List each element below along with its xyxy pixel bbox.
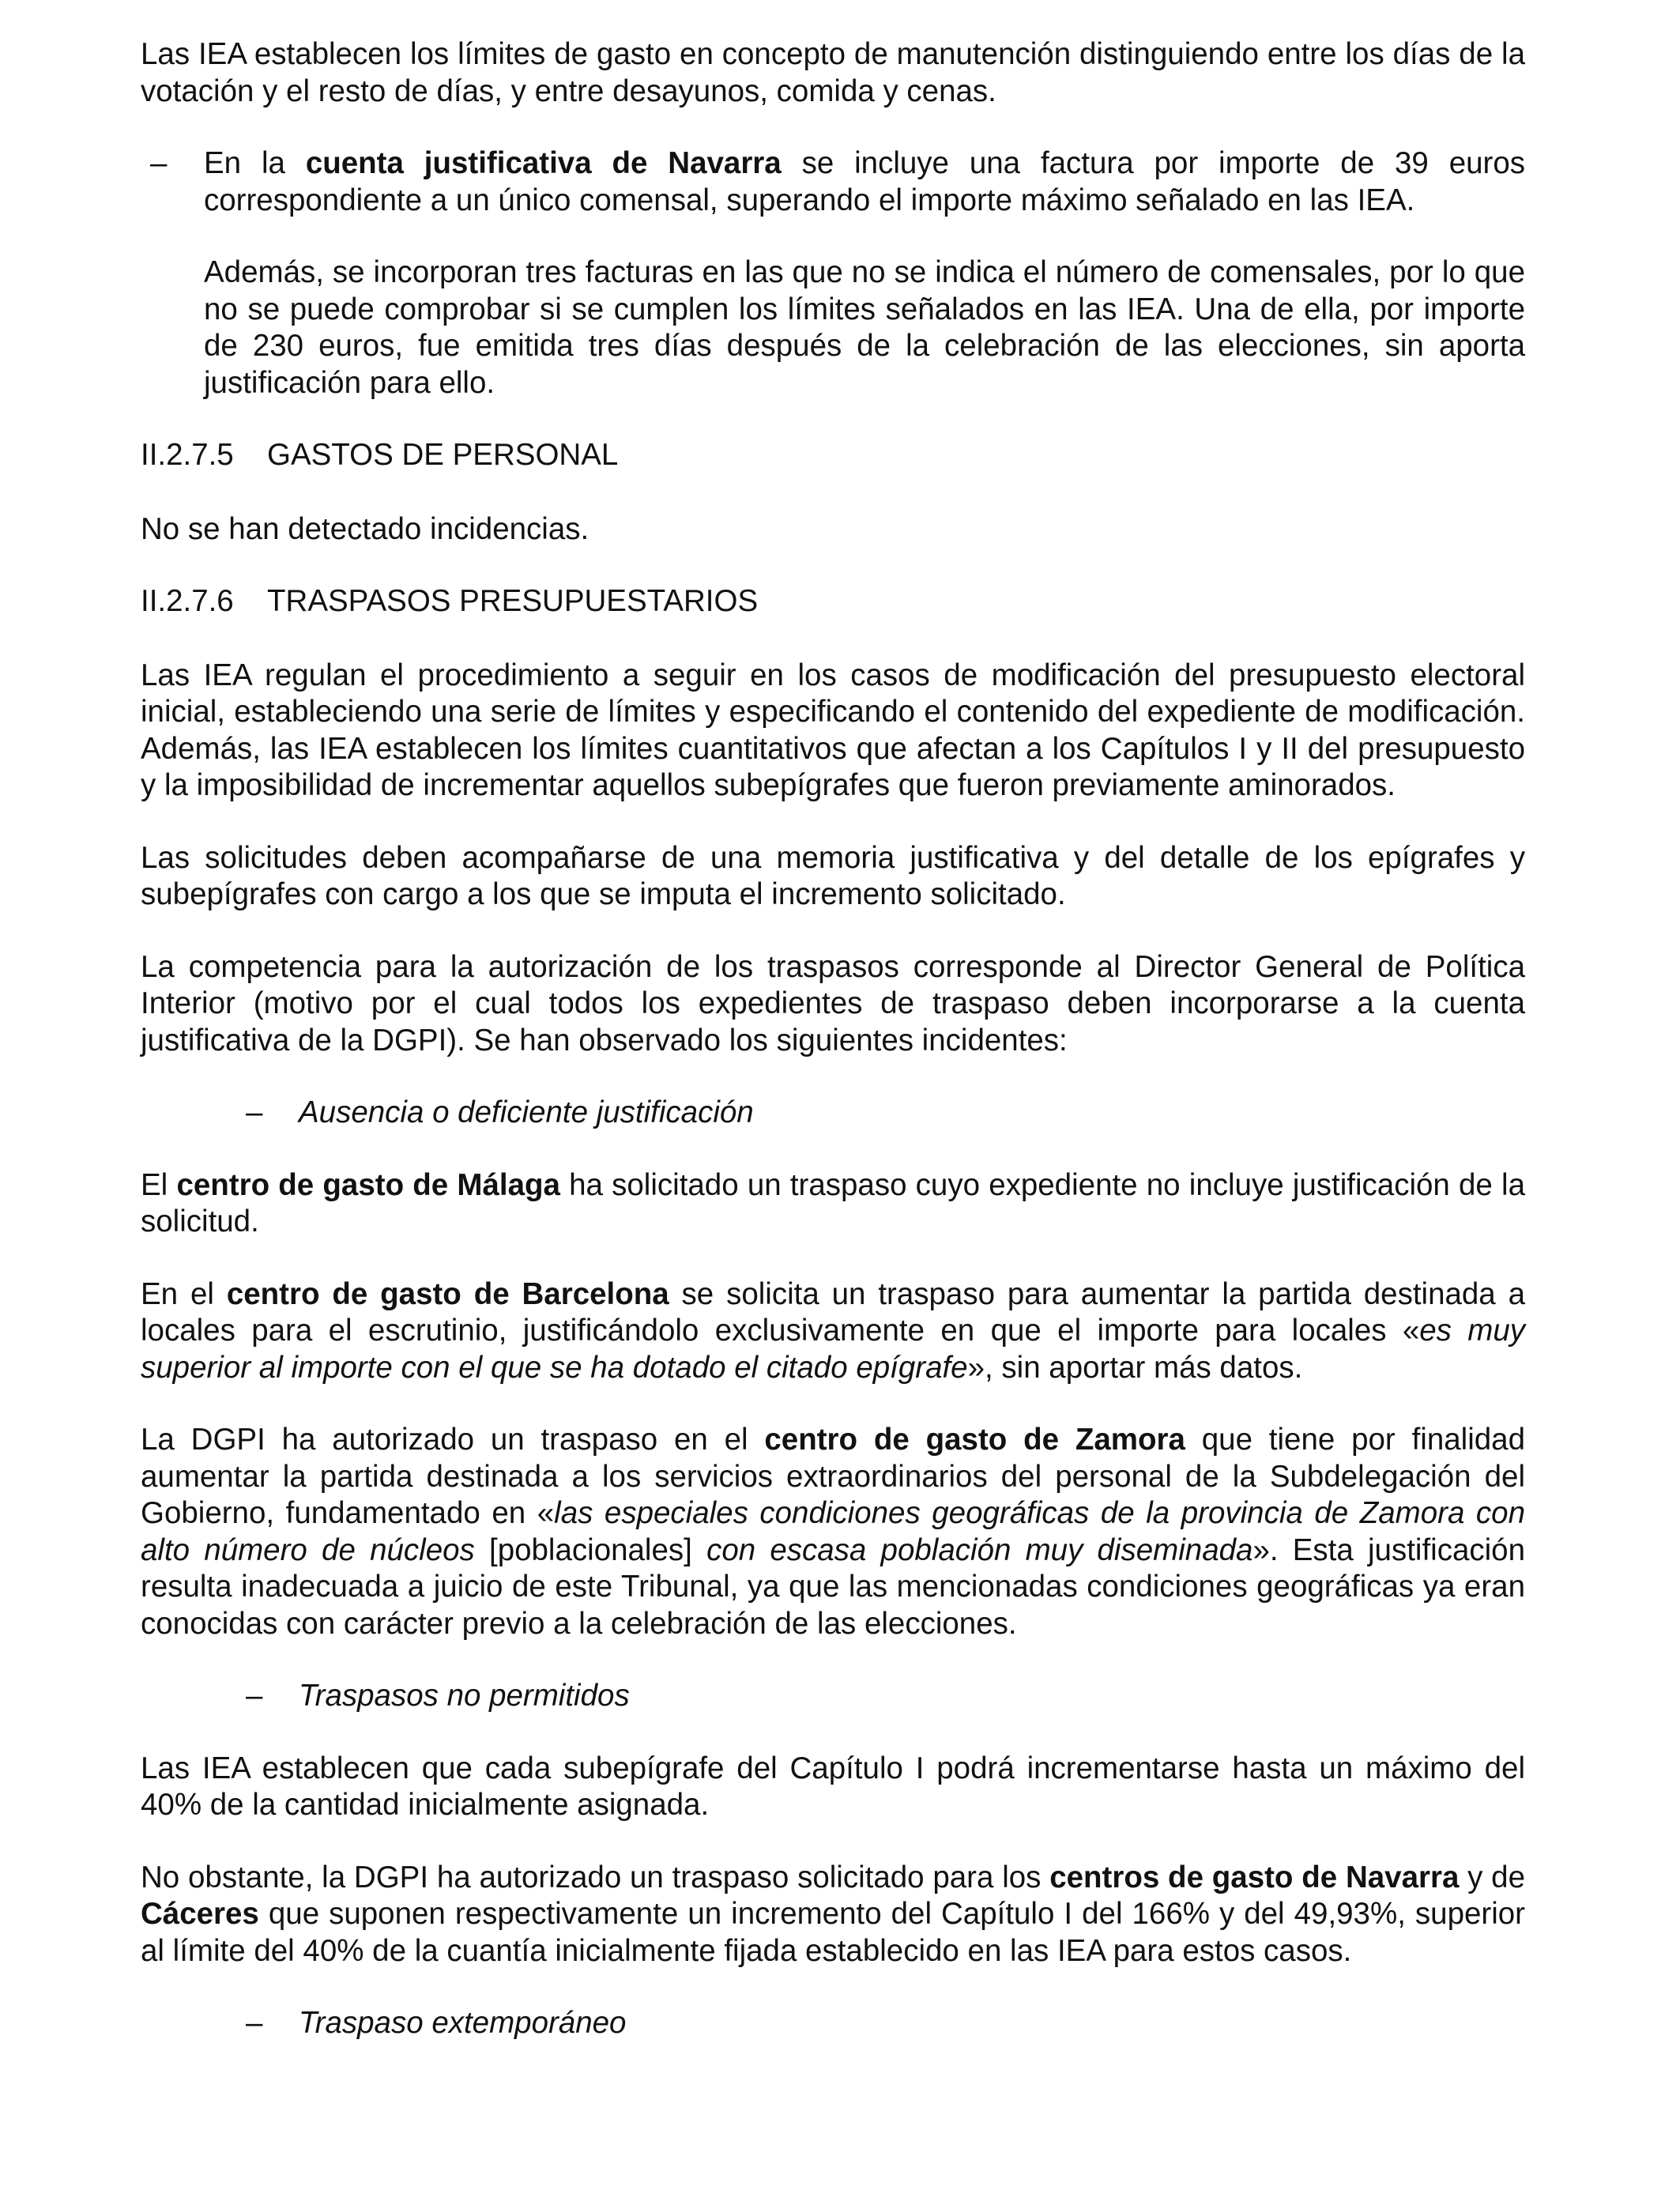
subheading-ausencia-justificacion (141, 1095, 1525, 1132)
italic-quote-zamora-2: con escasa población muy diseminada (706, 1532, 1253, 1567)
italic-quote-barcelona: es muy superior al importe con el que se ha dotado el citado epígrafe (141, 1314, 1526, 1385)
dash-bullet-icon: – (246, 1095, 263, 1129)
bold-centro-zamora: centro de gasto de Zamora (764, 1423, 1185, 1457)
dash-bullet-icon: – (150, 146, 168, 180)
bold-centro-malaga: centro de gasto de Málaga (176, 1167, 560, 1202)
paragraph-barcelona: En el centro de gasto de Barcelona se solicita un traspaso para aumentar la partida destinada a locales para el escrutinio, justificándolo exclusivamente en que el importe para locales «es muy superior al importe con el que se ha dotado el citado epígrafe», sin aportar más datos. (141, 1276, 1526, 1385)
subheading-text: Traspaso extemporáneo (299, 2006, 627, 2040)
paragraph-traspasos-regulacion: Las IEA regulan el procedimiento a seguir en los casos de modificación del presupuesto electoral inicial, estableciendo una serie de límites y especificando el contenido del expediente de modificación. Además, las IEA establecen los límites cuantitativos que afectan a los Capítulos I y II del presupuesto y la imposibilidad de incrementar aquellos subepígrafes que fueron previamente aminorados. (141, 658, 1525, 802)
paragraph-competencia: La competencia para la autorización de los traspasos corresponde al Director General de Política Interior (motivo por el cual todos los expedientes de traspaso deben incorporarse a la cuenta justificativa de la DGPI). Se han observado los siguientes incidentes: (141, 949, 1525, 1057)
bullet-navarra-manutencion (141, 145, 1525, 401)
dash-bullet-icon: – (246, 2006, 263, 2040)
paragraph-solicitudes: Las solicitudes deben acompañarse de una memoria justificativa y del detalle de los epígrafes y subepígrafes con cargo a los que se imputa el incremento solicitado. (141, 840, 1525, 911)
subheading-traspasos-no-permitidos (141, 1678, 1525, 1715)
bold-caceres: Cáceres (141, 1897, 259, 1931)
subheading-text: Traspasos no permitidos (299, 1679, 630, 1713)
section-title: GASTOS DE PERSONAL (267, 438, 619, 472)
paragraph-malaga: El centro de gasto de Málaga ha solicitado un traspaso cuyo expediente no incluye justificación de la solicitud. (141, 1167, 1525, 1238)
paragraph-zamora: La DGPI ha autorizado un traspaso en el centro de gasto de Zamora que tiene por finalidad aumentar la partida destinada a los servicios extraordinarios del personal de la Subdelegación del Gobierno, fundamentado en «las especiales condiciones geográficas de la provincia de Zamora con alto número de núcleos [poblacionales] con escasa población muy diseminada». Esta justificación resulta inadecuada a juicio de este Tribunal, ya que las mencionadas condiciones geográficas ya eran conocidas con carácter previo a la celebración de las elecciones. (141, 1423, 1526, 1641)
bold-cuenta-navarra: cuenta justificativa de Navarra (305, 146, 782, 180)
bullet-paragraph-1: En la cuenta justificativa de Navarra se incluye una factura por importe de 39 euros correspondiente a un único comensal, superando el importe máximo señalado en las IEA. (204, 146, 1525, 217)
bullet-paragraph-2: Además, se incorporan tres facturas en las que no se indica el número de comensales, por lo que no se puede comprobar si se cumplen los límites señalados en las IEA. Una de ella, por importe de 230 euros, fue emitida tres días después de la celebración de las elecciones, sin aporta justificación para ello. (204, 255, 1525, 400)
italic-quote-zamora-1: las especiales condiciones geográficas de la provincia de Zamora con alto número de núcleos (141, 1496, 1525, 1567)
paragraph-capitulo-1-limite: Las IEA establecen que cada subepígrafe del Capítulo I podrá incrementarse hasta un máximo del 40% de la cantidad inicialmente asignada. (141, 1751, 1525, 1822)
paragraph-no-incidencias: No se han detectado incidencias. (141, 511, 590, 546)
bold-centros-navarra: centros de gasto de Navarra (1049, 1860, 1460, 1894)
section-title: TRASPASOS PRESUPUESTARIOS (267, 584, 759, 618)
paragraph-manutencion: Las IEA establecen los límites de gasto en concepto de manutención distinguiendo entre los días de la votación y el resto de días, y entre desayunos, comida y cenas. (141, 37, 1525, 108)
dash-bullet-icon: – (246, 1679, 263, 1713)
document-page (141, 36, 1525, 2078)
subheading-traspaso-extemporaneo (141, 2005, 1525, 2042)
section-heading-traspasos (141, 583, 1525, 620)
subheading-text: Ausencia o deficiente justificación (299, 1095, 754, 1129)
paragraph-navarra-caceres: No obstante, la DGPI ha autorizado un traspaso solicitado para los centros de gasto de Navarra y de Cáceres que suponen respectivamente un incremento del Capítulo I del 166% y del 49,93%, superior al límite del 40% de la cuantía inicialmente fijada establecido en las IEA para estos casos. (141, 1860, 1525, 1968)
section-number: II.2.7.6 (141, 584, 234, 618)
section-number: II.2.7.5 (141, 438, 234, 472)
section-heading-gastos-personal (141, 437, 1525, 474)
bold-centro-barcelona: centro de gasto de Barcelona (226, 1276, 669, 1311)
